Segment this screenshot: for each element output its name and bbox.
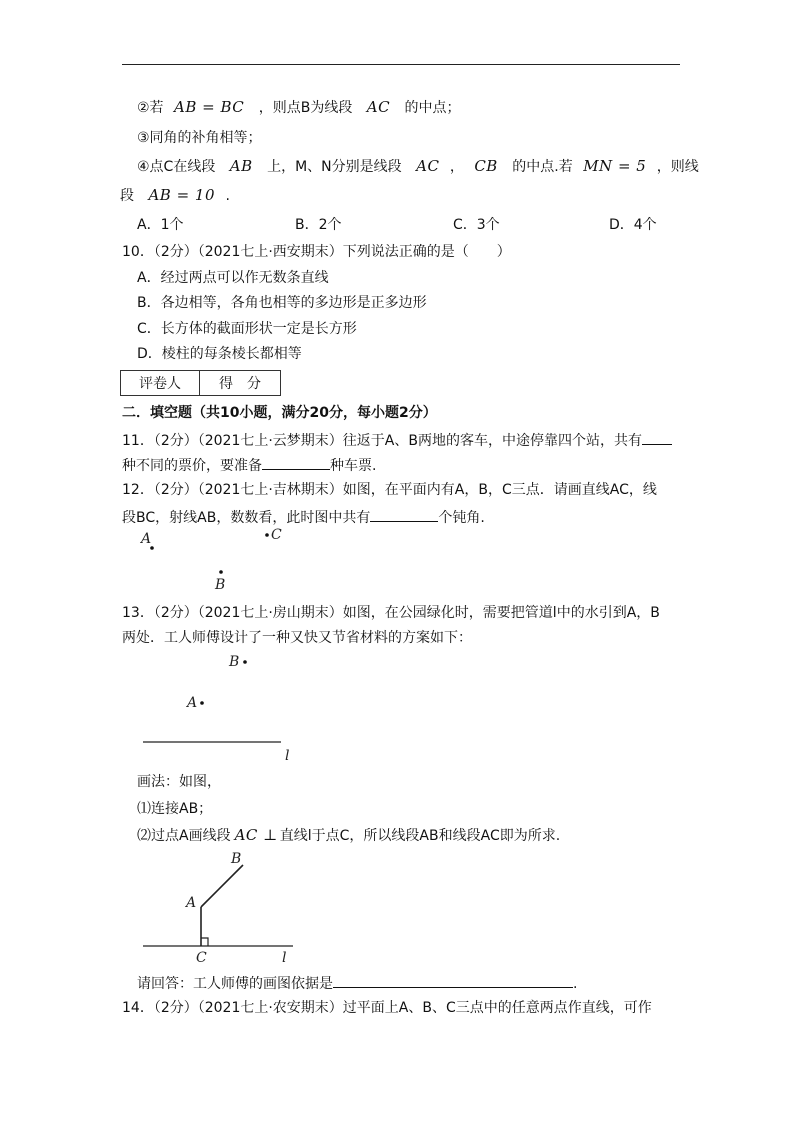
q11-line-2: 种不同的票价，要准备 种车票. <box>122 454 376 476</box>
q14-line-1: 14．（2分）（2021七上·农安期末）过平面上A、B、C三点中的任意两点作直线，可作 <box>122 1000 652 1016</box>
fig2-label-b: B <box>231 851 242 867</box>
reviewer-cell: 评卷人 <box>121 371 200 396</box>
q12-line-1: 12．（2分）（2021七上·吉林期末）如图，在平面内有A，B，C三点．请画直线AC，线 <box>122 482 657 498</box>
q10-stem: 10．（2分）（2021七上·西安期末）下列说法正确的是（ ） <box>122 244 511 260</box>
fig2-label-l: l <box>282 950 287 966</box>
fig1-label-l: l <box>285 748 290 764</box>
q11-line-1: 11．（2分）（2021七上·云梦期末）往返于A、B两地的客车，中途停靠四个站，共有 <box>122 429 672 451</box>
fig1-label-b: B <box>229 654 240 670</box>
q12-label-a: A <box>141 531 152 547</box>
fig2-label-a: A <box>186 895 197 911</box>
q9-statement-4-continued: 段 AB = 10 . <box>120 186 230 204</box>
q12-line-2: 段BC，射线AB，数数看，此时图中共有 个钝角. <box>122 506 485 528</box>
q13-line-2: 两处．工人师傅设计了一种又快又节省材料的方案如下： <box>122 630 472 646</box>
fig1-label-a: A <box>187 695 198 711</box>
q9-option-c[interactable]: C．3个 <box>453 217 500 233</box>
q9-option-b[interactable]: B．2个 <box>295 217 342 233</box>
q10-option-b[interactable]: B．各边相等，各角也相等的多边形是正多边形 <box>137 295 427 311</box>
fig2-segment-ab <box>201 865 243 907</box>
q10-option-c[interactable]: C．长方体的截面形状一定是长方形 <box>137 321 357 337</box>
q9-statement-3: ③同角的补角相等； <box>137 130 262 146</box>
q13-method: 画法：如图， <box>137 774 221 790</box>
fig2-right-angle-mark <box>201 938 208 946</box>
q13-blank[interactable] <box>333 972 573 988</box>
q9-statement-2: ②若 AB = BC ，则点B为线段 AC 的中点； <box>137 98 461 116</box>
q13-line-1: 13．（2分）（2021七上·房山期末）如图，在公园绿化时，需要把管道l中的水引到A，B <box>122 605 660 621</box>
q9-option-a[interactable]: A．1个 <box>137 217 184 233</box>
fig2-label-c: C <box>196 950 207 966</box>
q10-option-d[interactable]: D．棱柱的每条棱长都相等 <box>137 346 302 362</box>
score-cell[interactable]: 得 分 <box>200 371 281 396</box>
q12-label-b: B <box>215 577 226 593</box>
q9-option-d[interactable]: D．4个 <box>609 217 657 233</box>
q13-step-2: ⑵过点A画线段 AC ⊥ 直线l于点C，所以线段AB和线段AC即为所求. <box>137 826 561 844</box>
q13-step-1: ⑴连接AB； <box>137 801 213 817</box>
q10-option-a[interactable]: A．经过两点可以作无数条直线 <box>137 270 329 286</box>
section-2-title: 二．填空题（共10小题，满分20分，每小题2分） <box>122 405 437 421</box>
q9-statement-4: ④点C在线段 AB 上，M、N分别是线段 AC ， CB 的中点.若 MN = 5 ，则线 <box>137 157 699 175</box>
q12-label-c: C <box>271 527 282 543</box>
q13-answer: 请回答：工人师傅的画图依据是 . <box>137 972 577 994</box>
